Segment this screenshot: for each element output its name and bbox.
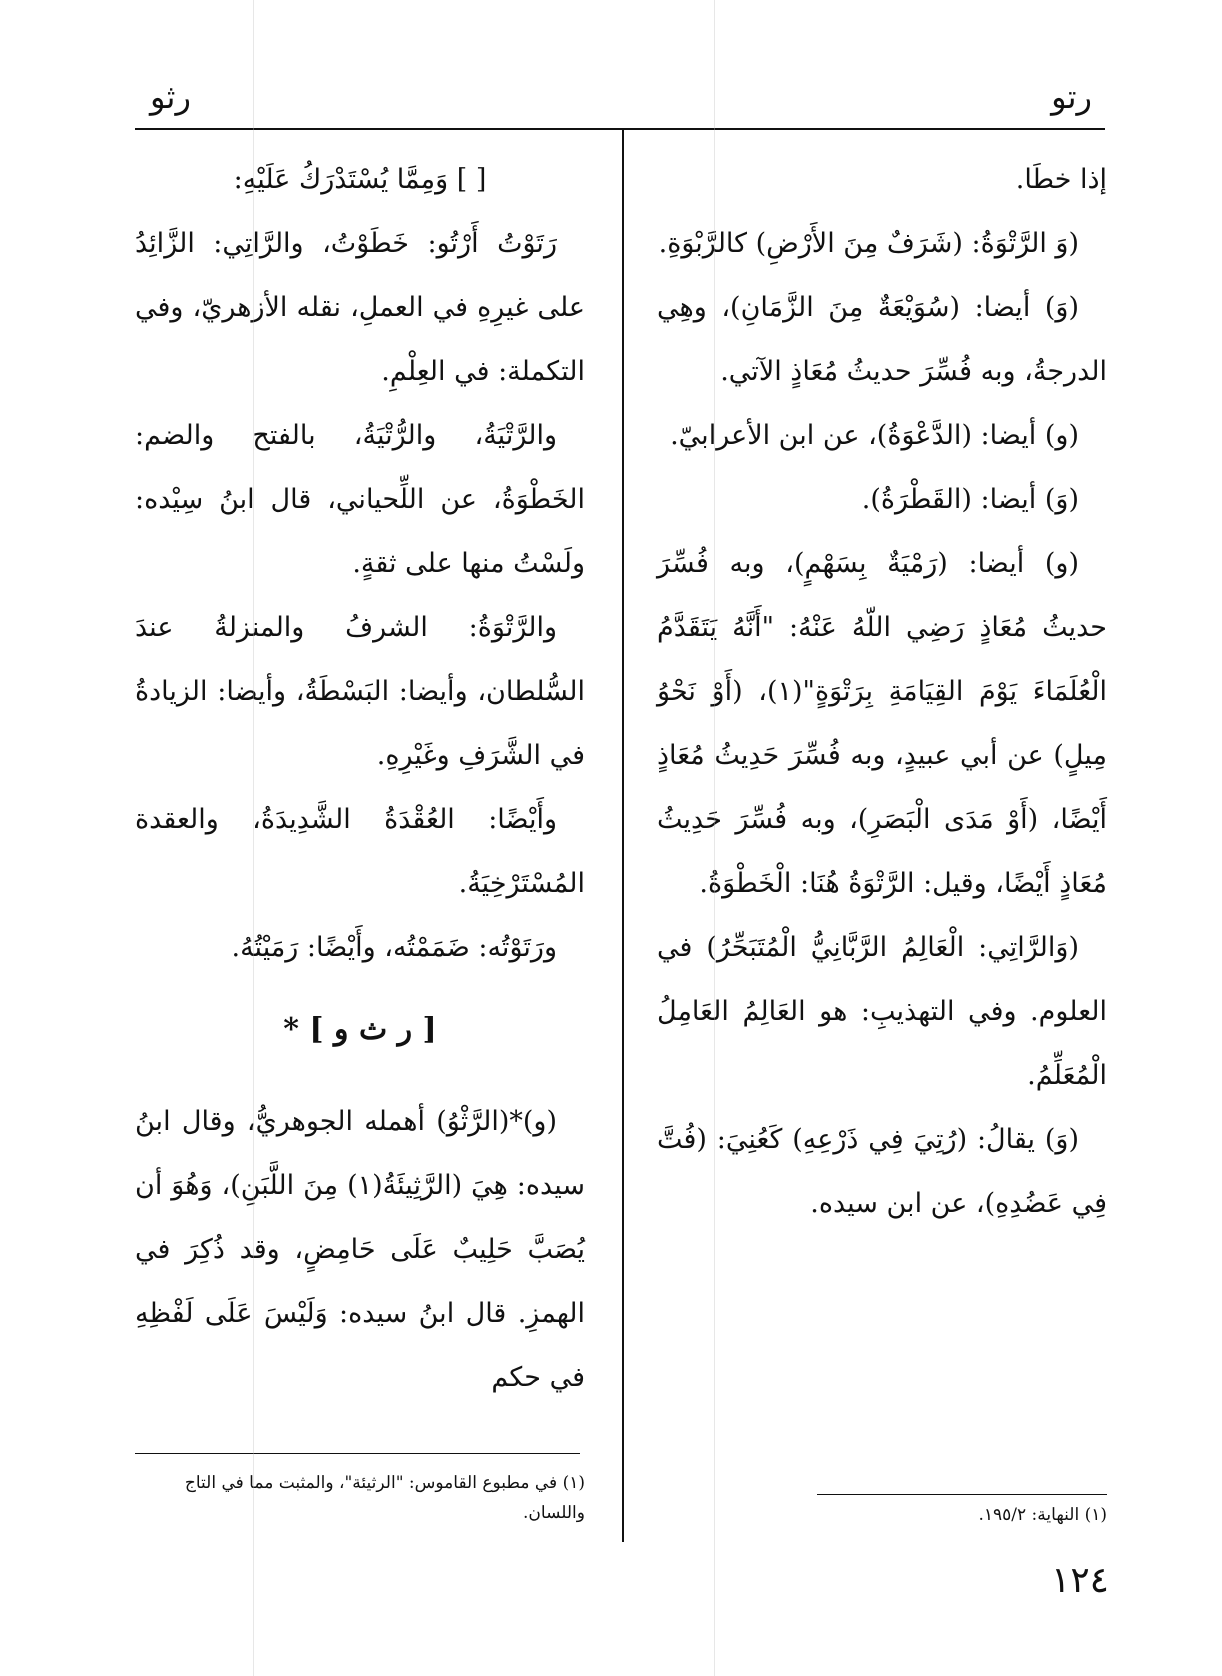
footnote-right: (١) النهاية: ١٩٥/٢. xyxy=(978,1505,1107,1525)
column-divider xyxy=(622,130,624,1542)
entry-paragraph: رَتَوْتُ أَرْتُو: خَطَوْتُ، والرَّاتِي: الزَّائِدُ على غيرِهِ في العملِ، نقله الأزهريّ، وفي التكملة: في العِلْمِ. xyxy=(135,228,585,387)
root-heading: [ ر ث و ] * xyxy=(283,1012,437,1047)
right-column xyxy=(657,148,1107,1236)
running-header-left: رثو xyxy=(150,78,191,116)
entry-paragraph: (و) أيضا: (الدَّعْوَةُ)، عن ابن الأعرابيّ. xyxy=(670,420,1079,451)
footnote-rule-right xyxy=(817,1494,1107,1495)
entry-paragraph: ورَتَوْتُه: ضَمَمْتُه، وأَيْضًا: رَمَيْتُهُ. xyxy=(231,932,557,963)
entry-paragraph: (و) أيضا: (رَمْيَةٌ بِسَهْمٍ)، وبه فُسِّرَ حديثُ مُعَاذٍ رَضِي اللّهُ عَنْهُ: "أَنَّهُ يَتَقَدَّمُ الْعُلَمَاءَ يَوْمَ القِيَامَةِ بِرَتْوَةٍ"(١)، (أَوْ نَحْوُ مِيلٍ) عن أبي عبيدٍ، وبه فُسِّرَ حَدِيثُ مُعَاذٍ أَيْضًا، (أَوْ مَدَى الْبَصَرِ)، وبه فُسِّرَ حَدِيثُ مُعَاذٍ أَيْضًا، وقيل: الرَّتْوَةُ هُنَا: الْخَطْوَةُ. xyxy=(657,548,1107,899)
page-number: ١٢٤ xyxy=(1050,1560,1109,1601)
entry-paragraph: (وَالرَّاتِي: الْعَالِمُ الرَّبَّانِيُّ الْمُتَبَحِّرُ) في العلوم. وفي التهذيبِ: هو العَالِمُ العَامِلُ الْمُعَلِّمُ. xyxy=(657,932,1107,1091)
entry-paragraph: والرَّتْيَةُ، والرُّتْيَةُ، بالفتح والضم: الخَطْوَةُ، عن اللِّحياني، قال ابنُ سِيْده: ولَسْتُ منها على ثقةٍ. xyxy=(135,420,585,579)
footnote-left: (١) في مطبوع القاموس: "الرثيئة"، والمثبت مما في التاج واللسان. xyxy=(184,1473,585,1523)
entry-paragraph: (و)*(الرَّثْوُ) أهمله الجوهريُّ، وقال ابنُ سيده: هِيَ (الرَّثِيئَةُ(١) مِنَ اللَّبَنِ)، وَهُوَ أن يُصَبَّ حَلِيبٌ عَلَى حَامِضٍ، وقد ذُكِرَ في الهمزِ. قال ابنُ سيده: وَلَيْسَ عَلَى لَفْظِهِ في حكم xyxy=(135,1106,585,1393)
left-column xyxy=(135,148,585,1410)
scan-artifact-line xyxy=(253,0,254,1676)
entry-paragraph: (وَ) أيضا: (سُوَيْعَةٌ مِنَ الزَّمَانِ)، وهِي الدرجةُ، وبه فُسِّرَ حديثُ مُعَاذٍ الآتي. xyxy=(657,292,1107,387)
section-intro: [ ] وَمِمَّا يُسْتَدْرَكُ عَلَيْهِ: xyxy=(233,164,487,195)
entry-paragraph: (وَ الرَّتْوَةُ: (شَرَفٌ مِنَ الأَرْضِ) كالرَّبْوَةِ. xyxy=(658,228,1079,259)
scan-artifact-line xyxy=(714,0,715,1676)
running-header-right: رتو xyxy=(1051,78,1092,116)
entry-paragraph: إذا خطَا. xyxy=(1015,164,1107,195)
entry-paragraph: (وَ) أيضا: (القَطْرَةُ). xyxy=(861,484,1079,515)
header-rule xyxy=(135,128,1105,130)
entry-paragraph: والرَّتْوَةُ: الشرفُ والمنزلةُ عندَ السُّلطان، وأيضا: البَسْطَةُ، وأيضا: الزيادةُ في الشَّرَفِ وغَيْرِهِ. xyxy=(135,612,585,771)
entry-paragraph: وأَيْضًا: العُقْدَةُ الشَّدِيدَةُ، والعقدة المُسْتَرْخِيَةُ. xyxy=(135,804,585,899)
entry-paragraph: (وَ) يقالُ: (رُتِيَ فِي ذَرْعِهِ) كَعُنِيَ: (فُتَّ فِي عَضُدِهِ)، عن ابن سيده. xyxy=(657,1124,1107,1219)
footnote-rule-left xyxy=(135,1453,580,1454)
